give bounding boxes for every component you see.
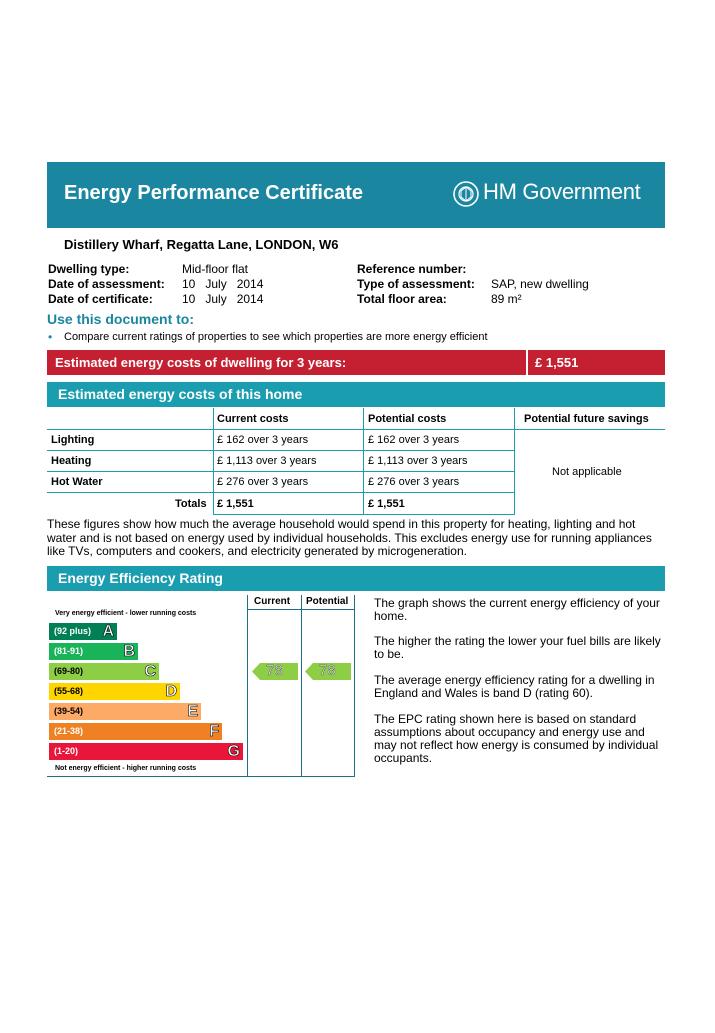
row-current-lighting: £ 162 over 3 years	[217, 434, 309, 446]
energy-rating-chart	[47, 595, 359, 779]
floor-area-label: Total floor area:	[357, 292, 447, 306]
table-divider	[363, 408, 364, 515]
rating-paragraph: The graph shows the current energy efficiency of your home.	[374, 596, 660, 623]
table-divider	[213, 408, 214, 515]
certificate-header	[47, 162, 665, 228]
estimated-3yr-cost-bar	[47, 350, 665, 375]
rating-band-letter: A	[102, 623, 114, 640]
col-current-heading: Current	[254, 596, 291, 607]
rating-band-range: (55-68)	[54, 686, 84, 696]
divider	[526, 350, 528, 375]
chart-bottom-caption: Not energy efficient - higher running costs	[55, 765, 197, 772]
rating-band-letter: C	[144, 663, 156, 680]
row-current-hot-water: £ 276 over 3 years	[217, 476, 309, 488]
estimated-3yr-cost-label: Estimated energy costs of dwelling for 3 years:	[55, 355, 347, 370]
rating-band-letter: B	[123, 643, 135, 660]
hm-government-logo: HM Government	[483, 179, 641, 204]
costs-section-header	[47, 382, 665, 407]
table-divider	[213, 514, 515, 515]
costs-table	[47, 408, 665, 515]
rating-band-c	[49, 663, 159, 680]
totals-potential: £ 1,551	[368, 498, 405, 510]
rating-band-letter: F	[209, 723, 219, 740]
totals-current: £ 1,551	[217, 498, 254, 510]
certificate-date-value: 10 July 2014	[182, 292, 264, 306]
rating-band-f	[49, 723, 222, 740]
header-current-costs: Current costs	[217, 413, 289, 425]
figures-note: These figures show how much the average household would spend in this property for heating, lighting and hot water and is not based on energy used by individual households. This excludes energy use for running appliances like TVs, computers and cookers, and electricity generated by microgeneration.	[47, 517, 652, 558]
costs-section-title: Estimated energy costs of this home	[58, 386, 303, 402]
chart-frame-line	[247, 595, 248, 777]
chart-frame-line	[301, 595, 302, 777]
rating-band-a	[49, 623, 117, 640]
use-document-title: Use this document to:	[47, 311, 195, 327]
table-divider	[47, 450, 514, 451]
row-potential-heating: £ 1,113 over 3 years	[368, 455, 468, 467]
rating-band-e	[49, 703, 201, 720]
header-potential-costs: Potential costs	[368, 413, 447, 425]
future-savings-value: Not applicable	[552, 466, 622, 478]
rating-band-range: (92 plus)	[54, 626, 92, 636]
rating-band-range: (69-80)	[54, 666, 84, 676]
floor-area-value: 89 m²	[491, 292, 522, 306]
table-divider	[47, 492, 514, 493]
rating-band-letter: D	[165, 683, 177, 700]
assessment-date-label: Date of assessment:	[48, 277, 165, 291]
rating-band-d	[49, 683, 180, 700]
row-potential-hot-water: £ 276 over 3 years	[368, 476, 460, 488]
chart-frame-line	[247, 609, 355, 610]
chart-frame-line	[47, 776, 355, 777]
assessment-type-value: SAP, new dwelling	[491, 277, 589, 291]
totals-label: Totals	[175, 498, 207, 510]
row-current-heating: £ 1,113 over 3 years	[217, 455, 317, 467]
bullet-icon: •	[48, 330, 53, 344]
table-divider	[514, 408, 515, 515]
rating-band-range: (1-20)	[54, 746, 79, 756]
row-label-hot-water: Hot Water	[51, 476, 103, 488]
royal-crest-icon	[452, 180, 480, 208]
dwelling-type-label: Dwelling type:	[48, 262, 130, 276]
chart-top-caption: Very energy efficient - lower running costs	[55, 610, 197, 617]
rating-paragraph: The average energy efficiency rating for a dwelling in England and Wales is band D (rating 60).	[374, 673, 655, 700]
rating-paragraph: The higher the rating the lower your fuel bills are likely to be.	[374, 634, 661, 661]
col-potential-heading: Potential	[306, 596, 349, 607]
potential-rating-value: 78	[319, 662, 336, 679]
table-divider	[47, 471, 514, 472]
rating-band-g	[49, 743, 243, 760]
row-potential-lighting: £ 162 over 3 years	[368, 434, 460, 446]
rating-paragraph: The EPC rating shown here is based on standard assumptions about occupancy and energy use and may not reflect how energy is consumed by individual occupants.	[374, 712, 659, 765]
row-label-lighting: Lighting	[51, 434, 95, 446]
property-address: Distillery Wharf, Regatta Lane, LONDON, W6	[64, 237, 339, 252]
chart-frame-line	[354, 595, 355, 777]
estimated-3yr-cost-value: £ 1,551	[535, 355, 579, 370]
rating-band-b	[49, 643, 138, 660]
rating-band-range: (81-91)	[54, 646, 84, 656]
rating-band-range: (39-54)	[54, 706, 84, 716]
rating-section-header	[47, 566, 665, 591]
header-future-savings: Potential future savings	[524, 413, 649, 425]
rating-band-letter: G	[227, 743, 240, 760]
dwelling-type-value: Mid-floor flat	[182, 262, 249, 276]
assessment-type-label: Type of assessment:	[357, 277, 475, 291]
table-divider	[47, 429, 665, 430]
certificate-title: Energy Performance Certificate	[64, 182, 364, 204]
rating-section-title: Energy Efficiency Rating	[58, 570, 223, 586]
rating-band-range: (21-38)	[54, 726, 84, 736]
row-label-heating: Heating	[51, 455, 92, 467]
use-document-item: Compare current ratings of properties to see which properties are more energy efficient	[64, 331, 488, 343]
current-rating-value: 78	[266, 662, 283, 679]
reference-label: Reference number:	[357, 262, 467, 276]
rating-band-letter: E	[187, 703, 198, 720]
assessment-date-value: 10 July 2014	[182, 277, 264, 291]
certificate-date-label: Date of certificate:	[48, 292, 153, 306]
